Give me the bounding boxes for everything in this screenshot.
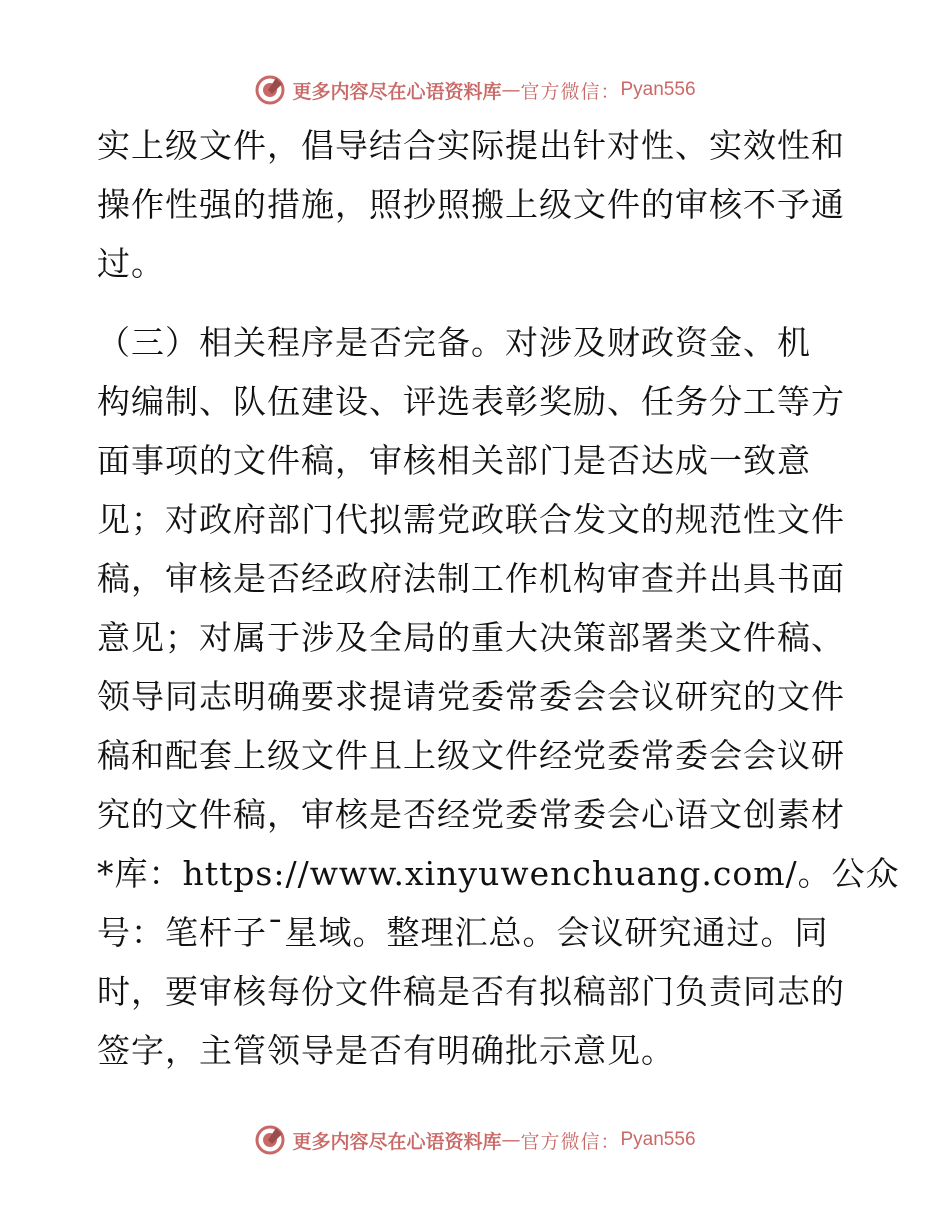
- text-line: 实上级文件，倡导结合实际提出针对性、实效性和: [97, 126, 845, 165]
- text-line: 号：笔杆子¯星域。整理汇总。会议研究通过。同: [97, 913, 829, 952]
- text-line: 见；对政府部门代拟需党政联合发文的规范性文件: [97, 500, 845, 539]
- watermark-separator: —: [501, 1129, 521, 1151]
- text-line: 究的文件稿，审核是否经党委常委会心语文创素材: [97, 795, 845, 834]
- footer-watermark: [0, 1120, 950, 1160]
- watermark-official-label: 官方微信：: [520, 80, 621, 103]
- watermark-wechat-id: Pyan556: [620, 1129, 696, 1150]
- text-line: 面事项的文件稿，审核相关部门是否达成一致意: [97, 441, 811, 480]
- paragraph-1: [97, 116, 857, 293]
- watermark-wechat-id: Pyan556: [620, 79, 696, 100]
- section-heading-line: （三）相关程序是否完备。对涉及财政资金、机: [97, 323, 811, 362]
- text-line: 稿，审核是否经政府法制工作机构审查并出具书面: [97, 559, 845, 598]
- text-line: 过。: [97, 244, 165, 283]
- text-line: 时，要审核每份文件稿是否有拟稿部门负责同志的: [97, 972, 845, 1011]
- watermark-brand: 更多内容尽在心语资料库: [292, 1130, 502, 1153]
- seal-logo-icon: [254, 1124, 286, 1156]
- document-body: [97, 116, 900, 1080]
- watermark-official-label: 官方微信：: [520, 1130, 621, 1153]
- text-line: 构编制、队伍建设、评选表彰奖励、任务分工等方: [97, 382, 845, 421]
- seal-logo-icon: [254, 74, 286, 106]
- text-line: 操作性强的措施，照抄照搬上级文件的审核不予通: [97, 185, 845, 224]
- watermark-separator: —: [501, 79, 521, 101]
- header-watermark: [0, 70, 950, 110]
- paragraph-2: [97, 313, 900, 1080]
- watermark-brand: 更多内容尽在心语资料库: [292, 80, 502, 103]
- text-line: 意见；对属于涉及全局的重大决策部署类文件稿、: [97, 618, 845, 657]
- text-line: 签字，主管领导是否有明确批示意见。: [97, 1031, 675, 1070]
- text-line: *库：https://www.xinyuwenchuang.com/。公众: [97, 854, 900, 893]
- text-line: 稿和配套上级文件且上级文件经党委常委会会议研: [97, 736, 845, 775]
- text-line: 领导同志明确要求提请党委常委会会议研究的文件: [97, 677, 845, 716]
